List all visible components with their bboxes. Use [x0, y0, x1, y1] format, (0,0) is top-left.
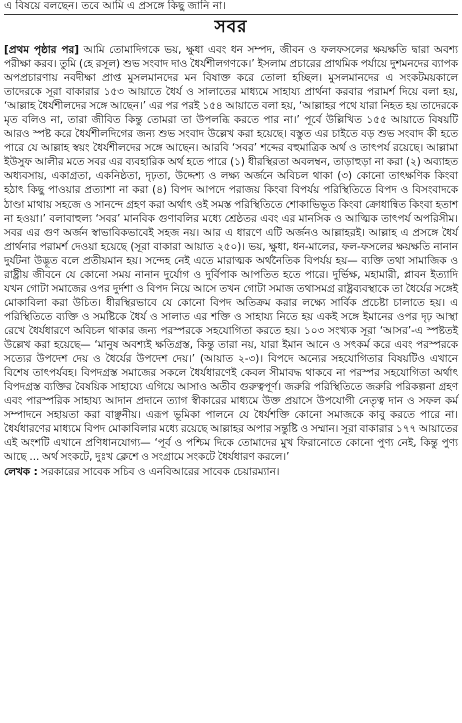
- author-line: [4, 465, 458, 479]
- article-text: আমি তোমাদিগকে ভয়, ক্ষুধা এবং ধন সম্পদ, জীবন ও ফলফসলের ক্ষয়ক্ষতি দ্বারা অবশ্য পরীক্ষা করব। তুমি (হে রসূল) শুভ সংবাদ দাও ধৈর্যশীলগণকে।’ ইসলাম প্রচারের প্রাথমিক পর্যায়ে দুশমনদের ব্যাপক অপপ্রচারণায় নবদীক্ষা প্রাপ্ত মুসলমানদের মন বিষাক্ত করে তোলা হচ্ছিল। মুসলমানদের এ সংকটময়কালে তাদেরকে সূরা বাকারার ১৫৩ আয়াতে ধৈর্য ও সালাতের মাধ্যমে সাহায্য প্রার্থনা করবার পরামর্শ দিয়ে বলা হয়, ‘আল্লাহ ধৈর্যশীলদের সঙ্গে আছেন।’ এর পর পরই ১৫৪ আয়াতে বলা হয়, ‘আল্লাহর পথে যারা নিহত হয় তাদেরকে মৃত বলিও না, তারা জীবিত কিন্তু তোমরা তা উপলব্ধি করতে পার না।’ পূর্বে উল্লিখিত ১৫৫ আয়াতে বিষয়টি আরও স্পষ্ট করে ধৈর্যশীলদিগের জন্য শুভ সংবাদ উল্লেখ করা হয়েছে। বস্তুত এর চাইতে বড় শুভ সংবাদ কী হতে পারে যে আল্লাহ স্বয়ং ধৈর্যশীলদের সঙ্গে আছেন। আরবি ‘সবর’ শব্দের বহুমাত্রিক অর্থ ও তাৎপর্য রয়েছে। আল্লামা ইউসুফ আলীর মতে সবর এর ব্যবহারিক অর্থ হতে পারে (১) ধীরস্থিরতা অবলম্বন, তাড়াহুড়া না করা (২) অব্যাহত অধ্যবসায়, একাগ্রতা, একনিষ্ঠতা, দৃঢ়তা, উদ্দেশ্য ও লক্ষ্য অর্জনে অবিচল থাকা (৩) কোনো তাৎক্ষণিক কিংবা হঠাৎ কিছু পাওয়ার প্রত্যাশা না করা (৪) বিপদ আপদে পরাজয় কিংবা বিপর্যয় পরিস্থিতিতে বিপদ ও বিসংবাদকে ঠাণ্ডা মাথায় সহজে ও সানন্দে গ্রহণ করা অর্থাৎ ওই সমস্ত পরিস্থিতিতে শোকাভিভূত কিংবা ক্রোধান্বিত কিংবা হতাশ না হওয়া।’ বলাবাহুল্য ‘সবর’ মানবিক গুণাবলির মধ্যে শ্রেষ্ঠতর এবং এর মানসিক ও আত্মিক তাৎপর্য অপরিসীম। সবর এর গুণ অর্জন স্বাভাবিকভাবেই সহজ নয়। আর এ ধারণে এটি অর্জনও আল্লাহরই। আল্লাহ এ প্রসঙ্গে ধৈর্য প্রার্থনার পরামর্শ দেওয়া হয়েছে (সূরা বাকারা আয়াত ২৫০)। ভয়, ক্ষুধা, ধন-মালের, ফল-ফসলের ক্ষয়ক্ষতি নানান দুর্যটনা উদ্ভূত বলে প্রতীয়মান হয়। সন্দেহ নেই এতে মারাত্মক অর্থনৈতিক বিপর্যয় হয়— ব্যক্তি তথা সামাজিক ও রাষ্ট্রীয় জীবনে যে কোনো সময় নানান দুর্যোগ ও দুর্বিপাক আপতিত হতে পারে। দুর্ভিক্ষ, মহামারী, প্লাবন ইত্যাদি যখন গোটা সমাজের ওপর দুর্দশা ও বিপদ নিয়ে আসে তখন গোটা সমাজ তথাসমগ্র রাষ্ট্রব্যবস্থাকে তা ধৈর্যের সঙ্গেই মোকাবিলা করা উচিত। ধীরস্থিরভাবে যে কোনো বিপদ অতিক্রম করার লক্ষ্যে সার্বিক প্রচেষ্টা চালাতে হয়। এ পরিস্থিতিতে ব্যক্তি ও সমষ্টিকে ধৈর্য ও সালাত এর শক্তি ও সাহায্য নিতে হয় একই সঙ্গে ইমানের ওপর দৃঢ় আস্থা রেখে ধৈর্যধারণে অবিচল থাকার জন্য পরস্পরকে সহযোগিতা করতে হয়। ১০৩ সংখ্যক সূরা ‘আসর’-এ স্পষ্টতই উল্লেখ করা হয়েছে— ‘মানুষ অবশ্যই ক্ষতিগ্রস্ত, কিন্তু তারা নয়, যারা ইমান আনে ও সৎকর্ম করে এবং পরস্পরকে সত্যের উপদেশ দেয় ও ধৈর্যের উপদেশ দেয়।’ (আয়াত ২-৩)। বিপদে অন্যের সহযোগিতার বিষয়টিও এখানে বিশেষ তাৎপর্যবহ। বিপদগ্রস্ত সমাজের সকলে ধৈর্যধারণেই কেবল সীমাবদ্ধ থাকবে না পরস্পর সহযোগিতা অর্থাৎ বিপদগ্রস্ত ব্যক্তির বৈষয়িক সাহায্যে এগিয়ে আসাও অতীব গুরুত্বপূর্ণ। জরুরি পরিস্থিতিতে জরুরি পরিকল্পনা গ্রহণ এবং পারস্পরিক সাহায্য আদান প্রদানে ত্যাগ স্বীকারের মাধ্যমে উক্ত প্রয়াসে উপযোগী নেতৃত্ব দান ও সফল কর্ম সম্পাদনে সহায়তা করা বাঞ্ছনীয়। এরূপ ভূমিকা পালনে যে ধৈর্যশক্তি কোনো সমাজকে কাবু করতে পারে না। ধৈর্যধারণের মাধ্যমে বিপদ মোকাবিলার মধ্যে রয়েছে আল্লাহর অপার সন্তুষ্টি ও সম্মান। সূরা বাকারার ১৭৭ আয়াতের এই অংশটি এখানে প্রণিধানযোগ্য— ‘পূর্ব ও পশ্চিম দিকে তোমাদের মুখ ফিরানোতে কোনো পুণ্য নেই, কিন্তু পুণ্য আছে ... অর্থ সংকটে, দুঃখ ক্লেশে ও সংগ্রামে সংকটে ধৈর্যধারণ করলে।’: [4, 44, 458, 464]
- previous-column-tail: এ বিষয়ে বলছেন। তবে আমি এ প্রসঙ্গে কিছু জানি না।: [4, 0, 458, 15]
- continuation-marker: [প্রথম পৃষ্ঠার পর]: [4, 44, 79, 56]
- title-row: [4, 17, 458, 39]
- article-body: [4, 43, 458, 464]
- author-description: সরকারের সাবেক সচিব ও এনবিআরের সাবেক চেয়ারম্যান।: [41, 466, 280, 479]
- article-title: সবর: [214, 17, 248, 37]
- author-label: লেখক :: [4, 466, 38, 479]
